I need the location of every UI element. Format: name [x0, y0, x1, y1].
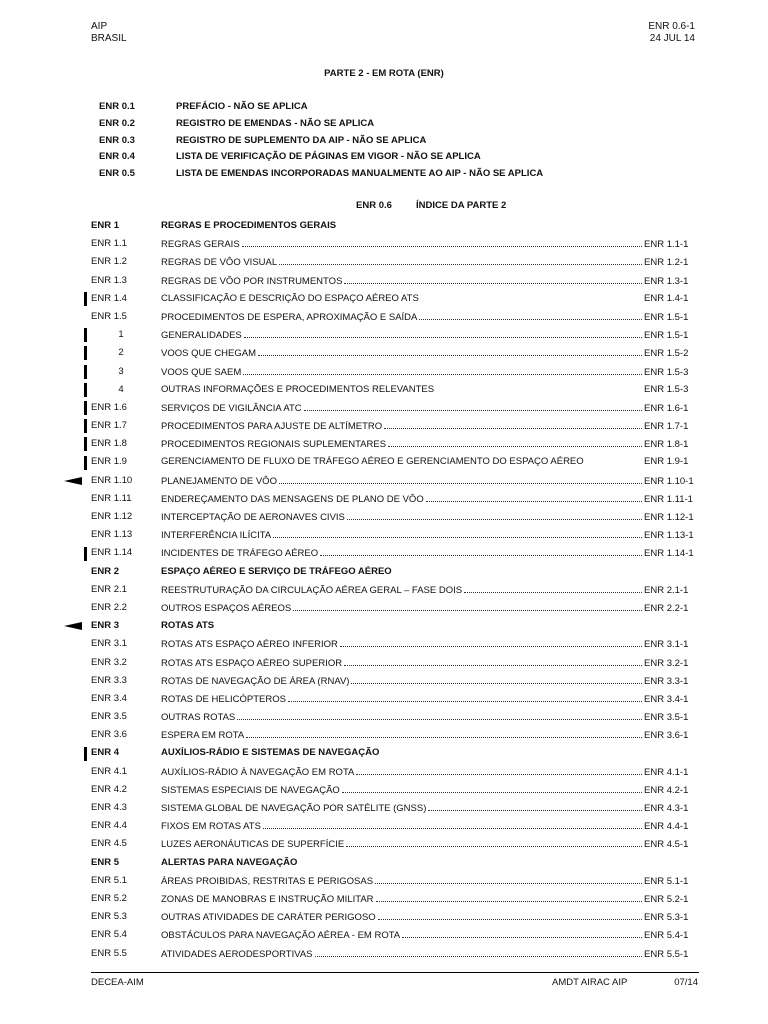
toc-code: ENR 5.5 [91, 947, 127, 959]
toc-entry [161, 420, 699, 432]
toc-leader [384, 420, 642, 429]
toc-page: ENR 3.4-1 [644, 693, 689, 705]
toc-entry [161, 566, 699, 577]
toc-row [91, 472, 699, 490]
toc-row [91, 708, 699, 726]
toc-title: INTERFERÊNCIA ILÍCITA [161, 530, 272, 542]
toc-entry [161, 366, 699, 378]
top-item-code: ENR 0.4 [99, 151, 135, 163]
top-item [99, 118, 543, 135]
toc-page: ENR 4.5-1 [644, 839, 689, 851]
toc-page: ENR 4.3-1 [644, 803, 689, 814]
toc-page: ENR 5.1-1 [644, 875, 689, 887]
toc-title: ROTAS DE HELICÓPTEROS [161, 693, 286, 705]
toc-code: ENR 5.1 [91, 874, 127, 886]
toc-entry [161, 256, 699, 268]
toc-code: ENR 1.2 [91, 256, 127, 268]
toc-title: GENERALIDADES [161, 330, 242, 342]
top-item-text: LISTA DE EMENDAS INCORPORADAS MANUALMENTE AO AIP - NÃO SE APLICA [176, 168, 544, 180]
toc-code: ENR 1.10 [91, 474, 133, 486]
index-text: ÍNDICE DA PARTE 2 [416, 200, 507, 211]
change-arrow-icon [64, 622, 82, 630]
toc-row [91, 890, 699, 908]
toc-entry [161, 838, 699, 850]
toc-row [91, 526, 699, 544]
toc-row [91, 217, 699, 235]
toc-entry [161, 693, 699, 705]
toc-page: ENR 1.8-1 [644, 439, 689, 451]
toc-page: ENR 2.2-1 [644, 602, 689, 614]
toc-row [91, 326, 699, 344]
toc-code: ENR 4 [91, 747, 119, 759]
toc-title: GERENCIAMENTO DE FLUXO DE TRÁFEGO AÉREO E GERENCIAMENTO DO ESPAÇO AÉREO [161, 456, 584, 468]
toc-entry [161, 456, 699, 467]
footer-divider [91, 972, 699, 973]
toc-title: INTERCEPTAÇÃO DE AERONAVES CIVIS [161, 512, 345, 523]
toc-title: REGRAS DE VÔO VISUAL [161, 257, 278, 269]
toc-page: ENR 5.3-1 [644, 912, 689, 924]
toc-row [91, 726, 699, 744]
toc-code: ENR 1.3 [91, 274, 127, 286]
toc-page: ENR 4.4-1 [644, 821, 689, 833]
toc-code: ENR 3.3 [91, 674, 127, 686]
toc-leader [237, 711, 642, 720]
toc-code: ENR 1.11 [91, 492, 132, 504]
top-items-list [99, 101, 543, 185]
toc-code: ENR 3.5 [91, 711, 127, 723]
change-bar [84, 747, 87, 761]
toc-code: ENR 2.1 [91, 583, 127, 595]
toc-code: ENR 1 [91, 220, 119, 231]
header-right [648, 21, 695, 45]
toc-title: ESPERA EM ROTA [161, 730, 245, 742]
toc-code: ENR 4.5 [91, 838, 127, 850]
toc-leader [315, 948, 642, 957]
toc-code: 4 [118, 383, 124, 395]
header-page-ref: ENR 0.6-1 [648, 21, 695, 32]
toc-leader [419, 311, 642, 320]
toc-row [91, 417, 699, 435]
toc-title: PROCEDIMENTOS DE ESPERA, APROXIMAÇÃO E SAÍDA [161, 311, 418, 323]
toc-leader [428, 802, 642, 811]
header-aip: AIP [91, 21, 108, 32]
toc-page: ENR 1.12-1 [644, 512, 694, 523]
toc-page: ENR 1.1-1 [644, 239, 689, 251]
toc-page: ENR 5.2-1 [644, 893, 689, 905]
toc-leader [279, 256, 642, 265]
toc-title: ROTAS ATS ESPAÇO AÉREO SUPERIOR [161, 657, 343, 669]
toc-row [91, 490, 699, 508]
header-date: 24 JUL 14 [649, 33, 695, 44]
toc-leader [586, 456, 642, 464]
toc-entry [161, 729, 699, 741]
toc-row [91, 399, 699, 417]
toc-entry [161, 438, 699, 450]
top-item-text: REGISTRO DE EMENDAS - NÃO SE APLICA [176, 117, 375, 129]
toc-page: ENR 3.6-1 [644, 730, 689, 742]
toc-code: ENR 4.2 [91, 783, 127, 795]
toc-row [91, 235, 699, 253]
toc-title: ROTAS ATS [161, 620, 215, 632]
toc-title: INCIDENTES DE TRÁFEGO AÉREO [161, 548, 319, 560]
header-country: BRASIL [91, 33, 127, 44]
toc-row [91, 581, 699, 599]
toc-title: SISTEMA GLOBAL DE NAVEGAÇÃO POR SATÉLITE (GNSS) [161, 803, 427, 814]
toc-row [91, 763, 699, 781]
toc-code: ENR 5.4 [91, 929, 127, 941]
top-item-text: PREFÁCIO - NÃO SE APLICA [176, 101, 308, 112]
table-of-contents [91, 217, 699, 963]
toc-row [91, 253, 699, 271]
toc-leader [421, 293, 642, 301]
toc-row [91, 908, 699, 926]
toc-title: AUXÍLIOS-RÁDIO À NAVEGAÇÃO EM ROTA [161, 766, 355, 778]
toc-code: ENR 1.6 [91, 401, 127, 413]
toc-row [91, 563, 699, 581]
toc-page: ENR 1.5-3 [644, 383, 689, 395]
change-bar [84, 346, 87, 360]
toc-code: ENR 1.13 [91, 529, 133, 541]
toc-entry [161, 529, 699, 541]
toc-entry [161, 311, 699, 323]
top-item-code: ENR 0.2 [99, 117, 135, 129]
toc-title: OUTRAS ATIVIDADES DE CARÁTER PERIGOSO [161, 912, 376, 924]
toc-page: ENR 1.13-1 [644, 530, 694, 542]
toc-code: ENR 1.7 [91, 420, 127, 432]
toc-code: ENR 5.3 [91, 911, 127, 923]
change-bar [84, 365, 87, 379]
toc-entry [161, 620, 699, 631]
toc-row [91, 290, 699, 308]
toc-code: ENR 1.8 [91, 438, 127, 450]
toc-entry [161, 929, 699, 941]
toc-code: ENR 3.6 [91, 729, 127, 741]
change-arrow-icon [64, 477, 82, 485]
toc-title: ATIVIDADES AERODESPORTIVAS [161, 948, 313, 960]
change-bar [84, 328, 87, 342]
footer-number: 07/14 [674, 977, 698, 988]
toc-row [91, 308, 699, 326]
toc-leader [388, 438, 642, 447]
top-item [99, 168, 543, 185]
change-bar [84, 292, 87, 306]
toc-title: ZONAS DE MANOBRAS E INSTRUÇÃO MILITAR [161, 893, 374, 905]
toc-leader [378, 911, 642, 920]
toc-page: ENR 3.1-1 [644, 639, 689, 651]
toc-page: ENR 1.5-1 [644, 330, 689, 342]
toc-leader [246, 729, 642, 738]
toc-entry [161, 584, 699, 596]
toc-entry [161, 475, 699, 487]
toc-title: CLASSIFICAÇÃO E DESCRIÇÃO DO ESPAÇO AÉREO ATS [161, 292, 419, 304]
toc-row [91, 272, 699, 290]
toc-leader [347, 511, 642, 520]
toc-page: ENR 1.6-1 [644, 402, 689, 414]
toc-title: ÁREAS PROIBIDAS, RESTRITAS E PERIGOSAS [161, 875, 374, 887]
toc-entry [161, 657, 699, 669]
toc-row [91, 654, 699, 672]
toc-leader [340, 638, 642, 647]
toc-row [91, 835, 699, 853]
toc-leader [375, 875, 642, 884]
toc-leader [242, 238, 642, 247]
toc-code: ENR 1.12 [91, 511, 133, 522]
toc-row [91, 508, 699, 526]
toc-title: AUXÍLIOS-RÁDIO E SISTEMAS DE NAVEGAÇÃO [161, 747, 380, 759]
toc-row [91, 544, 699, 562]
toc-row [91, 672, 699, 690]
toc-code: ENR 3.4 [91, 692, 127, 704]
toc-title: SERVIÇOS DE VIGILÂNCIA ATC [161, 402, 302, 414]
toc-entry [161, 275, 699, 287]
toc-leader [402, 929, 642, 938]
toc-title: VOOS QUE SAEM [161, 366, 242, 378]
toc-entry [161, 493, 699, 505]
index-code: ENR 0.6 [356, 200, 392, 211]
top-item-code: ENR 0.5 [99, 168, 135, 180]
toc-entry [161, 220, 699, 231]
toc-entry [161, 238, 699, 250]
toc-code: ENR 2.2 [91, 601, 127, 613]
toc-code: ENR 1.1 [91, 238, 127, 250]
toc-title: PROCEDIMENTOS REGIONAIS SUPLEMENTARES [161, 439, 387, 451]
toc-row [91, 799, 699, 817]
toc-entry [161, 784, 699, 796]
toc-page: ENR 1.9-1 [644, 456, 689, 468]
toc-row [91, 344, 699, 362]
toc-row [91, 817, 699, 835]
toc-code: ENR 4.1 [91, 765, 127, 777]
toc-title: ROTAS ATS ESPAÇO AÉREO INFERIOR [161, 639, 338, 651]
toc-code: ENR 3.1 [91, 638, 127, 650]
toc-title: ROTAS DE NAVEGAÇÃO DE ÁREA (RNAV) [161, 675, 350, 687]
toc-leader [244, 329, 642, 338]
toc-leader [243, 366, 642, 375]
toc-code: ENR 5 [91, 856, 119, 868]
toc-code: 3 [118, 365, 124, 377]
toc-page: ENR 4.1-1 [644, 766, 689, 778]
toc-entry [161, 547, 699, 559]
toc-leader [344, 657, 642, 666]
toc-leader [426, 493, 642, 502]
toc-leader [263, 820, 642, 829]
toc-title: ALERTAS PARA NAVEGAÇÃO [161, 856, 298, 868]
toc-row [91, 872, 699, 890]
change-bar [84, 419, 87, 433]
toc-code: ENR 1.5 [91, 310, 127, 322]
toc-entry [161, 766, 699, 778]
toc-leader [436, 384, 642, 392]
toc-title: VOOS QUE CHEGAM [161, 348, 257, 360]
change-bar [84, 456, 87, 470]
toc-page: ENR 1.11-1 [644, 493, 693, 505]
toc-entry [161, 402, 699, 414]
toc-title: REGRAS E PROCEDIMENTOS GERAIS [161, 220, 337, 231]
toc-page: ENR 2.1-1 [644, 584, 689, 596]
toc-code: 2 [118, 347, 124, 359]
toc-entry [161, 802, 699, 814]
toc-page: ENR 1.4-1 [644, 292, 689, 304]
top-item-code: ENR 0.3 [99, 134, 135, 146]
toc-entry [161, 347, 699, 359]
toc-code: ENR 1.14 [91, 547, 133, 559]
change-bar [84, 437, 87, 451]
toc-leader [464, 584, 642, 593]
toc-leader [273, 529, 642, 538]
toc-page: ENR 1.7-1 [644, 421, 689, 433]
top-item-code: ENR 0.1 [99, 101, 135, 112]
toc-title: ESPAÇO AÉREO E SERVIÇO DE TRÁFEGO AÉREO [161, 565, 392, 577]
toc-entry [161, 329, 699, 341]
toc-entry [161, 747, 699, 758]
toc-page: ENR 1.5-3 [644, 366, 689, 378]
toc-entry [161, 293, 699, 304]
toc-title: FIXOS EM ROTAS ATS [161, 821, 261, 833]
toc-title: REGRAS DE VÔO POR INSTRUMENTOS [161, 275, 343, 287]
toc-entry [161, 857, 699, 868]
toc-title: OUTRAS INFORMAÇÕES E PROCEDIMENTOS RELEVANTES [161, 383, 435, 395]
footer-amendment: AMDT AIRAC AIP [552, 977, 628, 988]
toc-code: ENR 5.2 [91, 892, 127, 904]
toc-page: ENR 3.3-1 [644, 675, 689, 687]
toc-entry [161, 948, 699, 960]
toc-leader [344, 275, 642, 284]
toc-code: ENR 1.9 [91, 456, 127, 468]
toc-entry [161, 675, 699, 687]
toc-page: ENR 5.5-1 [644, 948, 689, 960]
toc-title: LUZES AERONÁUTICAS DE SUPERFÍCIE [161, 839, 345, 851]
top-item-text: LISTA DE VERIFICAÇÃO DE PÁGINAS EM VIGOR - NÃO SE APLICA [176, 151, 481, 163]
toc-leader [288, 693, 642, 702]
header-left [91, 21, 127, 45]
toc-title: OUTROS ESPAÇOS AÉREOS [161, 602, 292, 614]
toc-code: ENR 4.4 [91, 820, 127, 832]
toc-row [91, 690, 699, 708]
toc-leader [356, 766, 642, 775]
toc-title: OBSTÁCULOS PARA NAVEGAÇÃO AÉREA - EM ROTA [161, 930, 401, 942]
change-bar [84, 547, 87, 561]
toc-leader [320, 547, 642, 556]
toc-row [91, 781, 699, 799]
footer-publisher: DECEA-AIM [91, 977, 144, 988]
toc-title: REGRAS GERAIS [161, 239, 240, 251]
toc-entry [161, 602, 699, 614]
toc-leader [351, 675, 642, 684]
toc-title: ENDEREÇAMENTO DAS MENSAGENS DE PLANO DE VÔO [161, 493, 424, 505]
toc-title: PROCEDIMENTOS PARA AJUSTE DE ALTÍMETRO [161, 421, 383, 433]
top-item [99, 151, 543, 168]
toc-leader [258, 347, 642, 356]
toc-code: ENR 3.2 [91, 656, 127, 668]
toc-code: ENR 1.4 [91, 292, 127, 304]
toc-title: SISTEMAS ESPECIAIS DE NAVEGAÇÃO [161, 784, 340, 796]
toc-page: ENR 1.3-1 [644, 275, 689, 287]
toc-leader [342, 784, 642, 793]
toc-entry [161, 911, 699, 923]
toc-page: ENR 1.2-1 [644, 257, 689, 269]
change-bar [84, 401, 87, 415]
toc-row [91, 617, 699, 635]
top-item-text: REGISTRO DE SUPLEMENTO DA AIP - NÃO SE APLICA [176, 134, 427, 146]
change-bar [84, 383, 87, 397]
toc-leader [376, 893, 642, 902]
toc-row [91, 945, 699, 963]
toc-row [91, 926, 699, 944]
toc-page: ENR 1.5-2 [644, 348, 689, 360]
toc-row [91, 381, 699, 399]
page-title: PARTE 2 - EM ROTA (ENR) [324, 68, 444, 79]
toc-page: ENR 4.2-1 [644, 784, 689, 796]
toc-leader [293, 602, 642, 611]
toc-page: ENR 5.4-1 [644, 930, 689, 942]
top-item [99, 101, 543, 118]
toc-code: ENR 3 [91, 620, 119, 632]
toc-code: ENR 4.3 [91, 802, 127, 813]
top-item [99, 135, 543, 152]
toc-entry [161, 820, 699, 832]
toc-page: ENR 1.10-1 [644, 475, 694, 487]
toc-entry [161, 875, 699, 887]
toc-page: ENR 3.2-1 [644, 657, 689, 669]
toc-entry [161, 893, 699, 905]
toc-leader [346, 838, 642, 847]
toc-entry [161, 638, 699, 650]
toc-code: 1 [118, 329, 124, 341]
toc-title: OUTRAS ROTAS [161, 712, 236, 724]
toc-title: PLANEJAMENTO DE VÔO [161, 475, 277, 487]
toc-row [91, 635, 699, 653]
toc-page: ENR 1.14-1 [644, 548, 694, 560]
toc-leader [279, 475, 642, 484]
toc-code: ENR 2 [91, 565, 119, 577]
toc-entry [161, 384, 699, 395]
toc-row [91, 435, 699, 453]
toc-title: REESTRUTURAÇÃO DA CIRCULAÇÃO AÉREA GERAL – FASE DOIS [161, 584, 463, 596]
toc-row [91, 854, 699, 872]
toc-leader [304, 402, 642, 411]
toc-row [91, 453, 699, 471]
toc-page: ENR 1.5-1 [644, 311, 689, 323]
toc-page: ENR 3.5-1 [644, 712, 689, 724]
toc-row [91, 363, 699, 381]
toc-row [91, 744, 699, 762]
toc-entry [161, 711, 699, 723]
toc-row [91, 599, 699, 617]
index-title [356, 200, 506, 211]
toc-entry [161, 511, 699, 523]
